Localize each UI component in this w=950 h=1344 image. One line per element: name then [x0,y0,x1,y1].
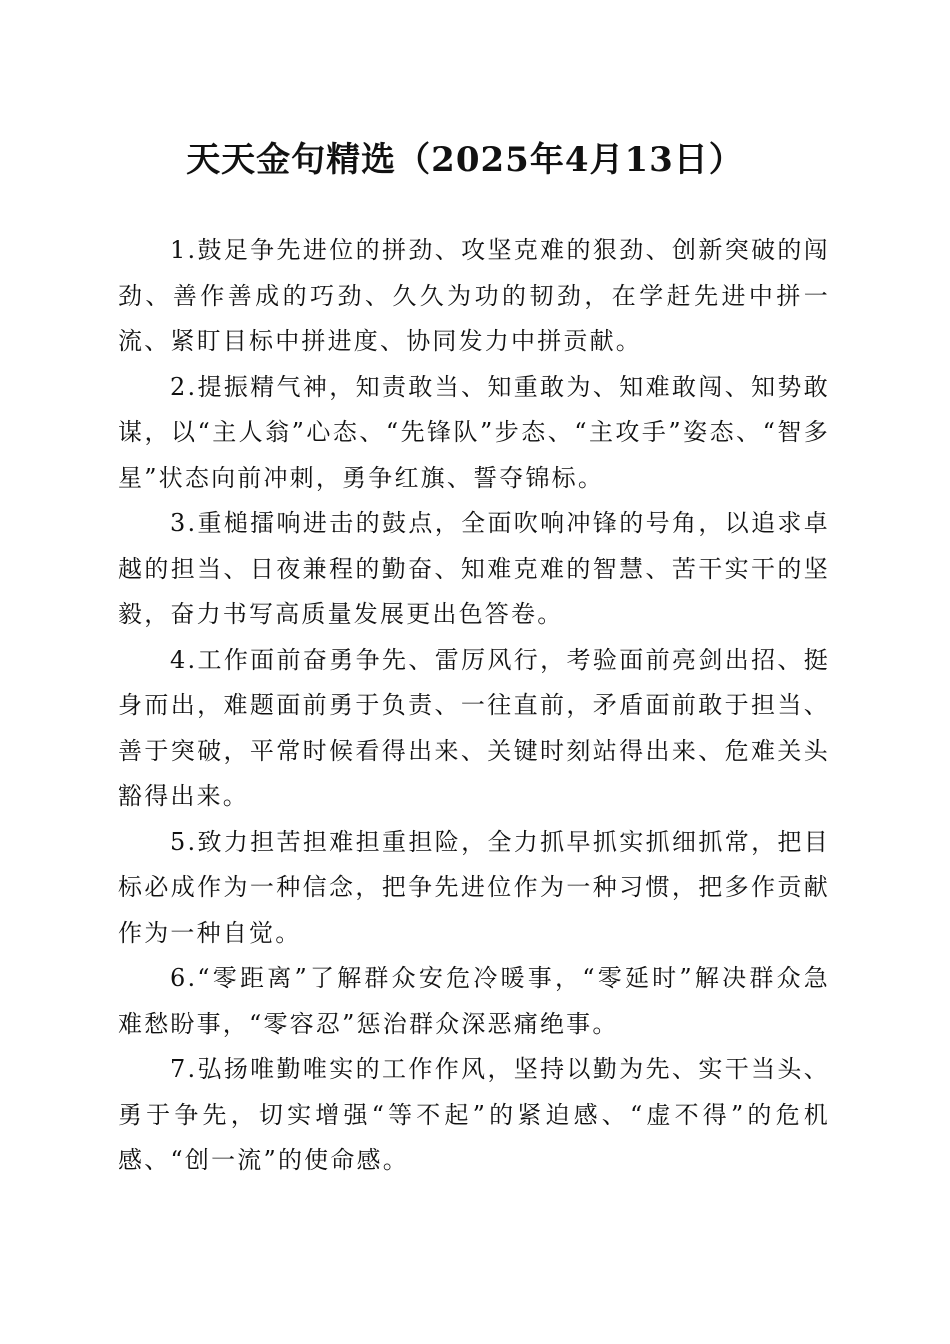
paragraph-3: 3.重槌擂响进击的鼓点，全面吹响冲锋的号角，以追求卓越的担当、日夜兼程的勤奋、知难克难的智慧、苦干实干的坚毅，奋力书写高质量发展更出色答卷。 [118,509,830,628]
paragraph-2: 2.提振精气神，知责敢当、知重敢为、知难敢闯、知势敢谋，以“主人翁”心态、“先锋队”步态、“主攻手”姿态、“智多星”状态向前冲刺，勇争红旗、誓夺锦标。 [118,372,830,492]
paragraph-1: 1.鼓足争先进位的拼劲、攻坚克难的狠劲、创新突破的闯劲、善作善成的巧劲、久久为功的韧劲，在学赶先进中拼一流、紧盯目标中拼进度、协同发力中拼贡献。 [118,236,830,355]
paragraph-4: 4.工作面前奋勇争先、雷厉风行，考验面前亮剑出招、挺身而出，难题面前勇于负责、一往直前，矛盾面前敢于担当、善于突破，平常时候看得出来、关键时刻站得出来、危难关头豁得出来。 [118,645,830,810]
paragraph-5: 5.致力担苦担难担重担险，全力抓早抓实抓细抓常，把目标必成作为一种信念，把争先进位作为一种习惯，把多作贡献作为一种自觉。 [118,827,830,947]
document-title: 天天金句精选（2025年4月13日） [186,140,744,180]
document-body [118,228,830,1184]
paragraph-7: 7.弘扬唯勤唯实的工作作风，坚持以勤为先、实干当头、勇于争先，切实增强“等不起”的紧迫感、“虚不得”的危机感、“创一流”的使命感。 [118,1055,830,1174]
paragraph-6: 6.“零距离”了解群众安危冷暖事，“零延时”解决群众急难愁盼事，“零容忍”惩治群众深恶痛绝事。 [118,964,830,1038]
